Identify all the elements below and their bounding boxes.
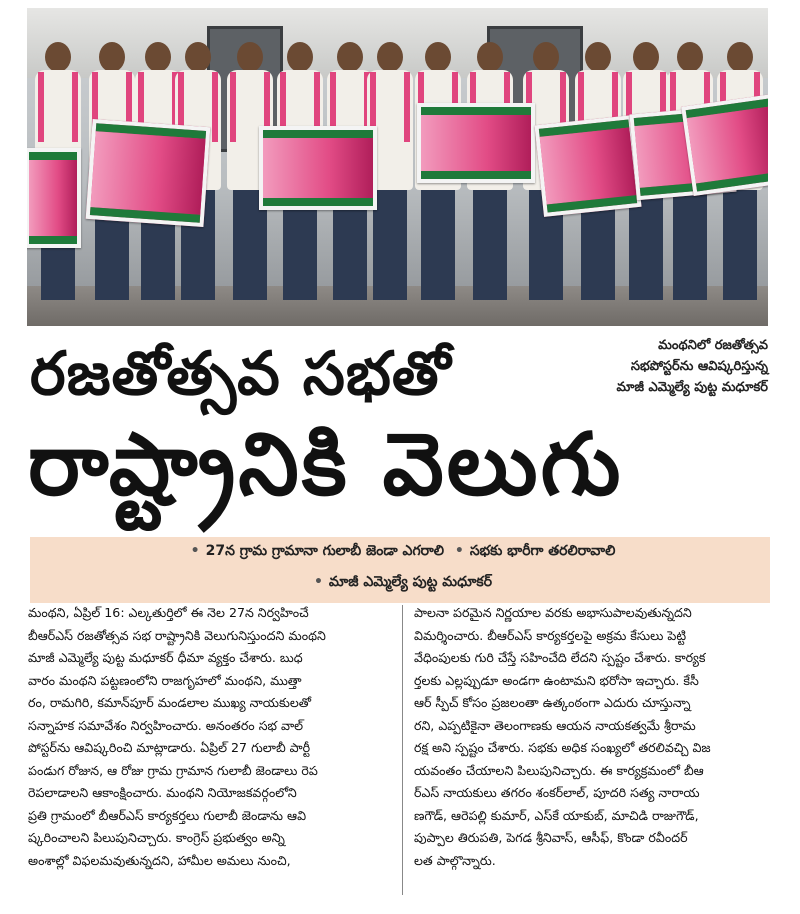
article-line: పండుగ రోజున, ఆ రోజు గ్రామ గ్రామాన గులాబీ జెండాలు రెప bbox=[28, 762, 318, 778]
article-line: బీఆర్ఎస్ రజతోత్సవ సభ రాష్ట్రానికి వెలుగునిస్తుందని మంథని bbox=[28, 627, 326, 643]
bullet-icon: • bbox=[190, 543, 200, 559]
poster-icon bbox=[681, 94, 768, 196]
headline-line-2: రాష్ట్రానికి వెలుగు bbox=[28, 415, 624, 515]
highlight-item: మాజీ ఎమ్మెల్యే పుట్ట మధూకర్ bbox=[328, 574, 493, 590]
caption-line: సభపోస్టర్‌ను ఆవిష్కరిస్తున్న bbox=[630, 359, 768, 374]
article-line: పుప్పాల తిరుపతి, పెగడ శ్రీనివాస్, ఆసీఫ్, కొండా రవీందర్ bbox=[414, 830, 688, 845]
article-line: యవంతం చేయాలని పిలుపునిచ్చారు. ఈ కార్యక్రమంలో బీఆ bbox=[414, 762, 704, 778]
poster-icon bbox=[534, 115, 641, 217]
headline-line-1: రజతోత్సవ సభతో bbox=[30, 339, 452, 409]
caption-line: మంథనిలో రజతోత్సవ bbox=[658, 338, 768, 353]
article-line: రెపలాడాలని ఆకాంక్షించారు. మంథని నియోజకవర్గంలోని bbox=[28, 785, 297, 800]
poster-icon bbox=[86, 119, 211, 227]
article-line: రం, రామగిరి, కమాన్‌పూర్ మండలాల ముఖ్య నాయకులతో bbox=[28, 695, 312, 710]
poster-icon bbox=[27, 148, 81, 248]
poster-icon bbox=[417, 103, 535, 183]
article-line: మాజీ ఎమ్మెల్యే పుట్ట మధూకర్ ధీమా వ్యక్తం చేశారు. బుధ bbox=[28, 650, 303, 665]
article-line: ణగౌడ్, ఆరెపల్లి కుమార్, ఎస్‌కే యాకుబ్, మాచిడి రాజుగౌడ్, bbox=[414, 807, 699, 823]
article-line: ర్ఎస్ నాయకులు తగరం శంకర్‌లాల్, పూదరి సత్య నారాయ bbox=[414, 785, 700, 800]
poster-icon bbox=[259, 126, 377, 210]
article-line: ర్తలకు ఎల్లప్పుడూ అండగా ఉంటామని భరోసా ఇచ్చారు. కేసీ bbox=[414, 672, 699, 688]
article-line: రక్ష అని స్పష్టం చేశారు. సభకు అధిక సంఖ్యలో తరలివచ్చి విజ bbox=[414, 740, 711, 755]
article-column-2 bbox=[414, 602, 774, 872]
article-column-1 bbox=[28, 602, 402, 872]
highlights-box bbox=[30, 537, 770, 603]
highlights-row bbox=[30, 543, 770, 562]
article-line: సన్నాహక సమావేశం నిర్వహించారు. అనంతరం సభ వాల్ bbox=[28, 717, 304, 733]
article-line: వేధింపులకు గురి చేస్తే సహించేది లేదని స్పష్టం చేశారు. కార్యక bbox=[414, 650, 706, 665]
article-line: ప్రతి గ్రామంలో బీఆర్ఎస్ కార్యకర్తలు గులాబీ జెండాను ఆవి bbox=[28, 807, 307, 823]
caption-line: మాజీ ఎమ్మెల్యే పుట్ట మధూకర్ bbox=[616, 380, 768, 395]
article-line: ఆర్ స్పీచ్ కోసం ప్రజలంతా ఉత్కంఠంగా ఎదురు చూస్తున్నా bbox=[414, 695, 691, 710]
photo-caption bbox=[617, 335, 768, 398]
highlights-row bbox=[30, 574, 770, 593]
article-line: వారం మంథని పట్టణంలోని రాజగృహలో మంథని, ముత్తా bbox=[28, 672, 302, 688]
article-line: పాలనా పరమైన నిర్ణయాల వరకు అభాసుపాలవుతున్నదని bbox=[414, 605, 692, 620]
article-line: అంశాల్లో విఫలమవుతున్నదని, హామీల అమలు నుంచి, bbox=[28, 852, 291, 868]
article-line: ష్కరించాలని పిలుపునిచ్చారు. కాంగ్రెస్ ప్రభుత్వం అన్ని bbox=[28, 830, 285, 845]
article-line: రని, ఎప్పటికైనా తెలంగాణకు ఆయన నాయకత్వమే శ్రీరామ bbox=[414, 717, 696, 733]
highlight-item: 27న గ్రామ గ్రామానా గులాబీ జెండా ఎగరాలి bbox=[205, 543, 444, 559]
news-photo bbox=[27, 8, 768, 326]
highlight-item: సభకు భారీగా తరలిరావాలి bbox=[469, 543, 616, 559]
column-divider bbox=[402, 605, 403, 895]
article-line: లత పాల్గొన్నారు. bbox=[414, 852, 496, 868]
bullet-icon: • bbox=[454, 543, 464, 559]
article-line: విమర్శించారు. బీఆర్ఎస్ కార్యకర్తలపై అక్రమ కేసులు పెట్టి bbox=[414, 627, 687, 643]
bullet-icon: • bbox=[313, 574, 323, 590]
article-line: పోస్టర్‌ను ఆవిష్కరించి మాట్లాడారు. ఏప్రిల్ 27 గులాబీ పార్టీ bbox=[28, 740, 311, 755]
article-line: మంథని, ఏప్రిల్ 16: ఎల్కతుర్తిలో ఈ నెల 27న నిర్వహించే bbox=[28, 605, 309, 620]
